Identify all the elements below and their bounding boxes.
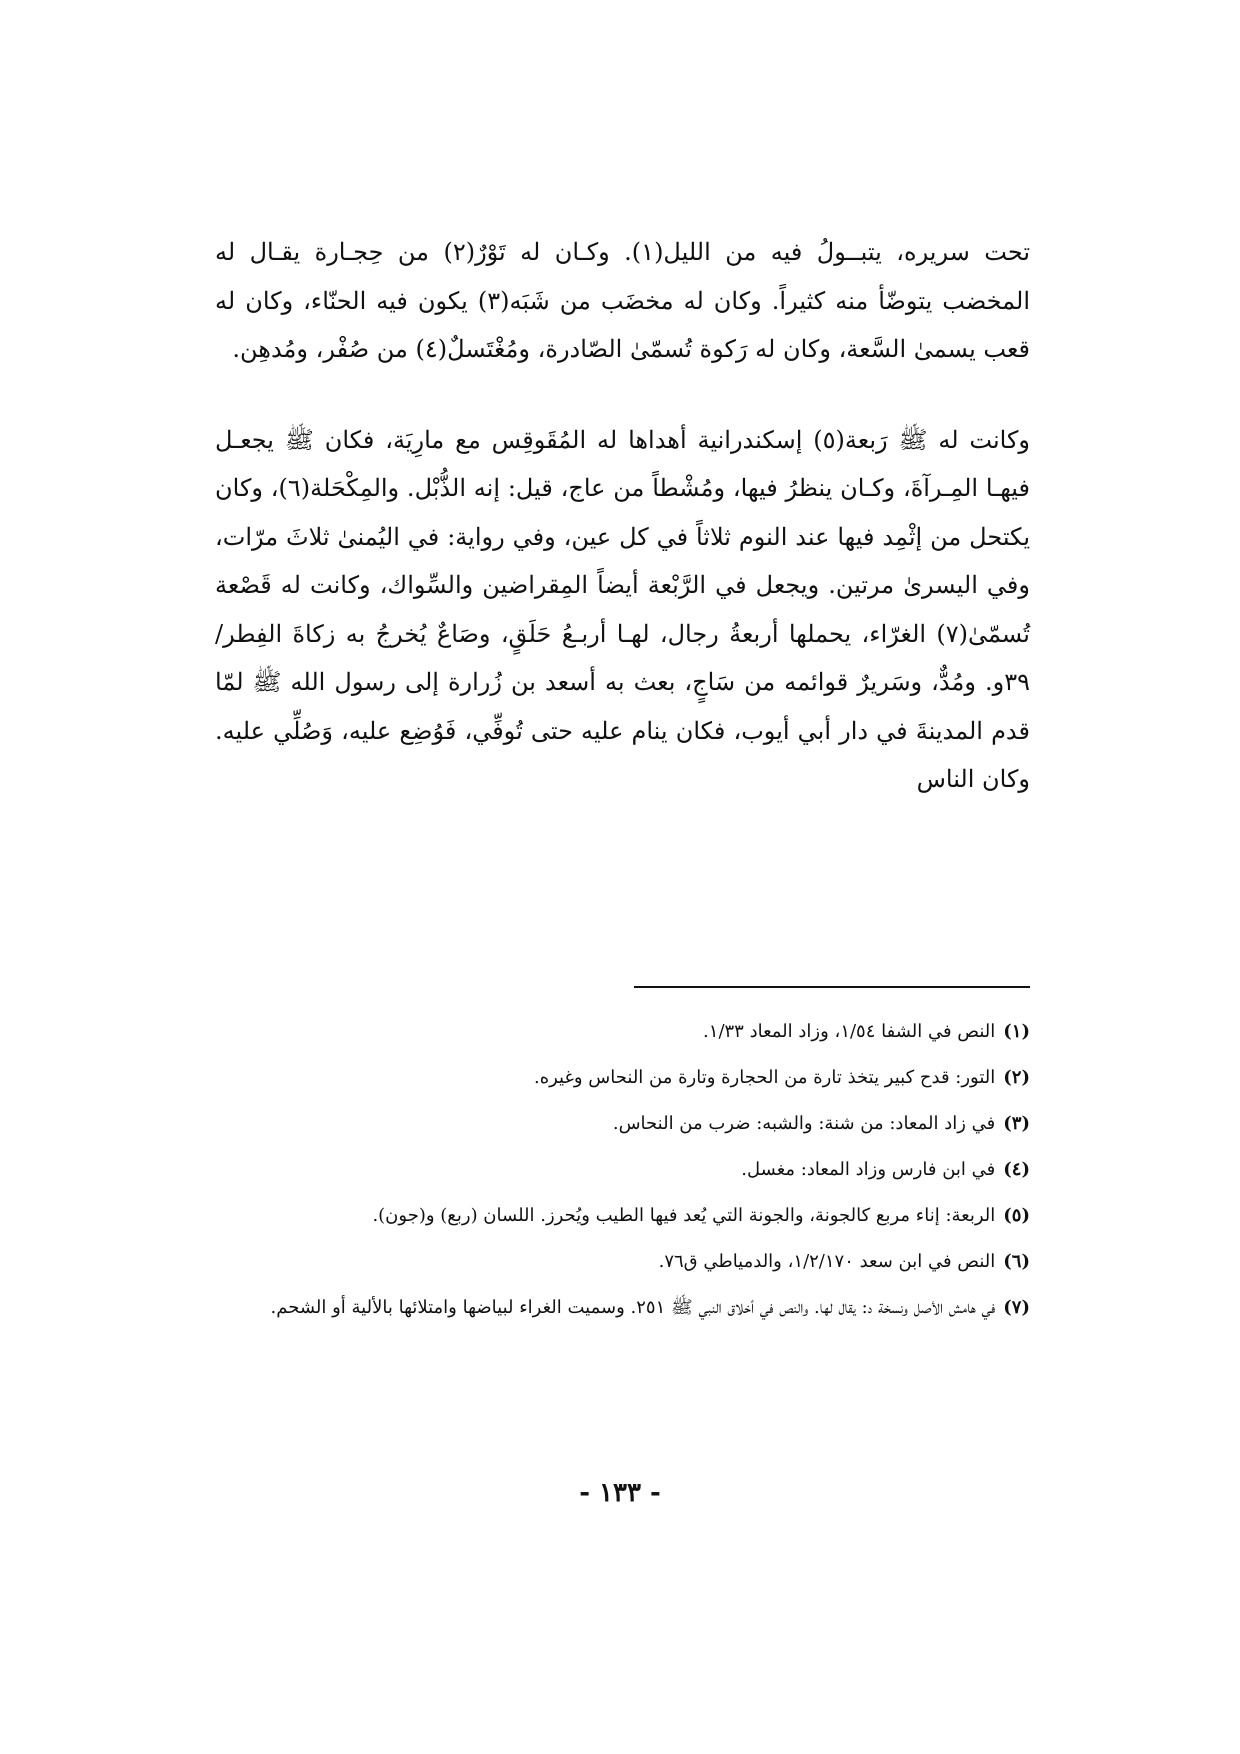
footnote-number: (٧) — [1003, 1297, 1030, 1318]
footnote-4 — [215, 1151, 1030, 1188]
footnote-text: التور: قدح كبير يتخذ تارة من الحجارة وتارة من النحاس وغيره. — [533, 1067, 996, 1088]
footnote-text: النص في الشفا ١/٥٤، وزاد المعاد ١/٣٣. — [703, 1021, 996, 1042]
paragraph-2: وكانت له ﷺ رَبعة(٥) إسكندرانية أهداها له المُقَوقِس مع مارِيَة، فكان ﷺ يجعـل فيهـا المِـرآةَ، وكـان ينظرُ فيها، ومُشْطاً من عاج، قيل: إنه الذُّبْل. والمِكْحَلة(٦)، وكان يكتحل من إثْمِد فيها عند النوم ثلاثاً في كل عين، وفي رواية: في اليُمنىٰ ثلاثَ مرّات، وفي اليسرىٰ مرتين. ويجعل في الرَّبْعة أيضاً المِقراضين والسِّواك، وكانت له قَصْعة تُسمّىٰ(٧) الغرّاء، يحملها أربعةُ رجال، لهـا أربـعُ حَلَقٍ، وصَاعٌ يُخرجُ به زكاةَ الفِطر/٣٩و. ومُدٌّ، وسَريرٌ قوائمه من سَاجٍ، بعث به أسعد بن زُرارة إلى رسول الله ﷺ لمّا قدم المدينةَ في دار أبي أيوب، فكان ينام عليه حتى تُوفِّي، فَوُضِع عليه، وَصُلِّي عليه. وكان الناس — [215, 425, 1031, 793]
footnote-number: (١) — [1003, 1021, 1030, 1042]
footnote-text: الربعة: إناء مربع كالجونة، والجونة التي يُعد فيها الطيب ويُحرز. اللسان (ربع) و(جون). — [372, 1205, 996, 1226]
page-number: - ١٣٣ - — [579, 1478, 661, 1508]
footnote-number: (٣) — [1003, 1113, 1030, 1134]
footnote-6 — [215, 1243, 1030, 1280]
main-text — [215, 228, 1030, 804]
footnote-2 — [215, 1059, 1030, 1096]
footnote-7 — [215, 1289, 1030, 1326]
footnote-separator — [634, 986, 1030, 988]
footnotes — [215, 1013, 1030, 1335]
footnote-number: (٥) — [1003, 1205, 1030, 1226]
footnote-text: في ابن فارس وزاد المعاد: مغسل. — [741, 1159, 996, 1180]
footnote-5 — [215, 1197, 1030, 1234]
footnote-number: (٦) — [1003, 1251, 1030, 1272]
paragraph-gap — [215, 374, 1030, 416]
footnote-number: (٢) — [1003, 1067, 1030, 1088]
footnote-text: في زاد المعاد: من شنة: والشبه: ضرب من النحاس. — [612, 1113, 996, 1134]
footnote-text: في هامش الأصل ونسخة د: يقال لها. والنص في أخلاق النبي ﷺ ٢٥١. وسميت الغراء لبياضها وامتلائها بالألية أو الشحم. — [270, 1297, 996, 1318]
footnote-1 — [215, 1013, 1030, 1050]
footnote-text: النص في ابن سعد ١/٢/١٧٠، والدمياطي ق٧٦. — [658, 1251, 996, 1272]
footnote-number: (٤) — [1003, 1159, 1030, 1180]
footnote-3 — [215, 1105, 1030, 1142]
paragraph-1: تحت سريره، يتبــولُ فيه من الليل(١). وكـان له تَوْرٌ(٢) من حِجـارة يقـال له المخضب يتوضّأ منه كثيراً. وكان له مخضَب من شَبَه(٣) يكون فيه الحنّاء، وكان له قعب يسمىٰ السَّعة، وكان له رَكوة تُسمّىٰ الصّادرة، ومُغْتَسلٌ(٤) من صُفْر، ومُدهِن. — [215, 238, 1031, 363]
